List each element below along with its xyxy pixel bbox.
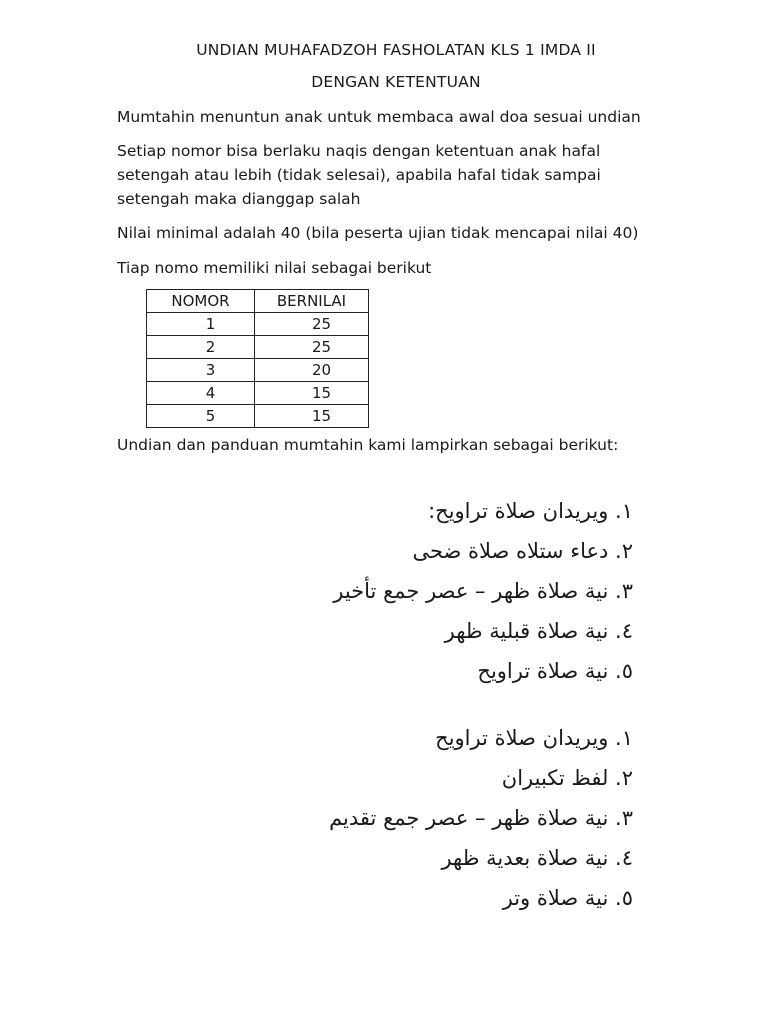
table-row	[147, 313, 369, 336]
list-item: ١. ويريدان صلاة تراويح:	[428, 499, 633, 523]
table-header-row	[147, 290, 369, 313]
header-bernilai: BERNILAI	[255, 290, 369, 313]
nomor-cell: 2	[147, 336, 255, 359]
nomor-cell: 5	[147, 405, 255, 428]
table-row	[147, 382, 369, 405]
list-item: ٤. نية صلاة قبلية ظهر	[444, 619, 633, 643]
rule-paragraph-4: Tiap nomo memiliki nilai sebagai berikut	[117, 259, 432, 277]
nomor-cell: 3	[147, 359, 255, 382]
score-table	[146, 289, 369, 428]
list-item: ٢. لفظ تكبيران	[501, 766, 633, 790]
arabic-list-set-1	[213, 491, 633, 691]
rule-paragraph-1: Mumtahin menuntun anak untuk membaca awal doa sesuai undian	[117, 108, 641, 126]
nilai-cell: 20	[255, 359, 369, 382]
table-row	[147, 405, 369, 428]
document-title: UNDIAN MUHAFADZOH FASHOLATAN KLS 1 IMDA II	[196, 41, 596, 59]
nomor-cell: 4	[147, 382, 255, 405]
list-item: ٣. نية صلاة ظهر – عصر جمع تقديم	[329, 806, 633, 830]
list-item: ٣. نية صلاة ظهر – عصر جمع تأخير	[333, 579, 633, 603]
rule-paragraph-2: Setiap nomor bisa berlaku naqis dengan ketentuan anak hafal setengah atau lebih (tidak selesai), apabila hafal tidak sampai setengah maka dianggap salah	[117, 142, 601, 208]
arabic-list-set-2	[213, 718, 633, 918]
nilai-cell: 25	[255, 313, 369, 336]
header-nomor: NOMOR	[147, 290, 255, 313]
nomor-cell: 1	[147, 313, 255, 336]
list-item: ٥. نية صلاة وتر	[502, 886, 633, 910]
nilai-cell: 25	[255, 336, 369, 359]
document-subtitle: DENGAN KETENTUAN	[311, 73, 481, 91]
nilai-cell: 15	[255, 405, 369, 428]
table-row	[147, 359, 369, 382]
table-row	[147, 336, 369, 359]
list-item: ٤. نية صلاة بعدية ظهر	[441, 846, 633, 870]
list-item: ١. ويريدان صلاة تراويح	[435, 726, 633, 750]
list-item: ٥. نية صلاة تراويح	[477, 659, 633, 683]
rule-paragraph-3: Nilai minimal adalah 40 (bila peserta ujian tidak mencapai nilai 40)	[117, 224, 639, 242]
nilai-cell: 15	[255, 382, 369, 405]
list-item: ٢. دعاء ستلاه صلاة ضحى	[412, 539, 633, 563]
rule-paragraph-5: Undian dan panduan mumtahin kami lampirkan sebagai berikut:	[117, 436, 619, 454]
